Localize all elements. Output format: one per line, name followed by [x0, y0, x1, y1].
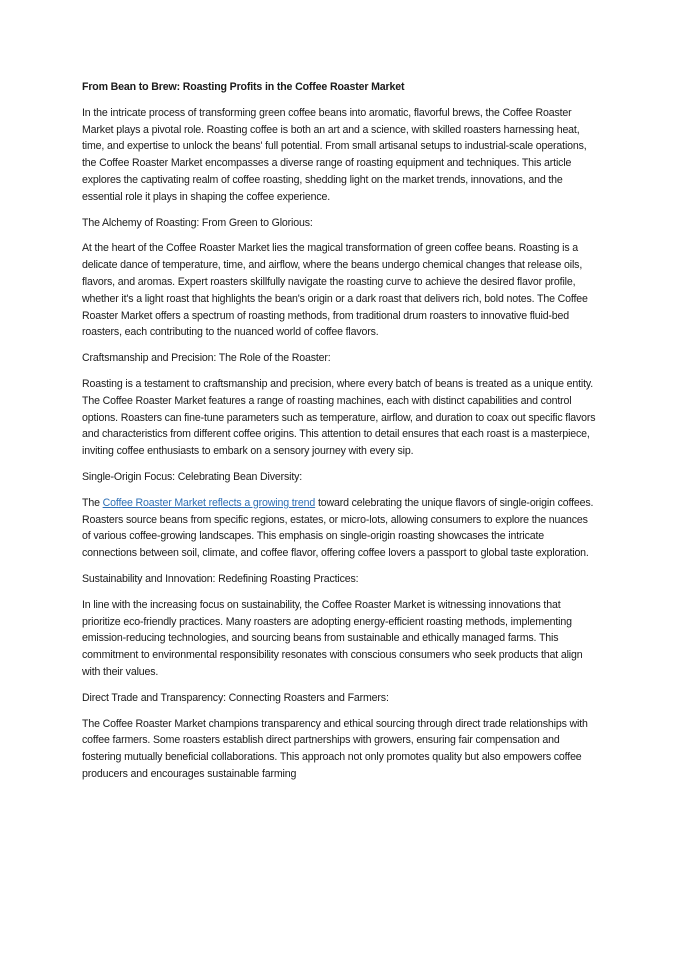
section-heading-alchemy: The Alchemy of Roasting: From Green to Glorious: — [82, 216, 313, 229]
section-body-alchemy: At the heart of the Coffee Roaster Market lies the magical transformation of green coffee beans. Roasting is a delicate dance of temperature, time, and airflow, where the beans undergo chemical changes that release oils, flavors, and aromas. Expert roasters skillfully navigate the roasting curve to achieve the desired flavor profile, whether it's a light roast that highlights the bean's origin or a dark roast that delivers rich, bold notes. The Coffee Roaster Market offers a spectrum of roasting methods, from traditional drum roasters to innovative fluid-bed roasters, each contributing to the nuanced world of coffee flavors. — [82, 242, 588, 339]
section-heading-sustainability: Sustainability and Innovation: Redefining Roasting Practices: — [82, 572, 359, 585]
section-heading-direct-trade: Direct Trade and Transparency: Connecting Roasters and Farmers: — [82, 691, 389, 704]
section-heading-craftsmanship: Craftsmanship and Precision: The Role of the Roaster: — [82, 352, 331, 365]
single-origin-body-suffix: toward celebrating the unique flavors of single-origin coffees. Roasters source beans from specific regions, estates, or micro-lots, allowing consumers to explore the nuances of various coffee-growing landscapes. This emphasis on single-origin roasting showcases the intricate connections between soil, climate, and coffee flavor, offering coffee lovers a passport to global taste exploration. — [82, 496, 594, 560]
document-title: From Bean to Brew: Roasting Profits in the Coffee Roaster Market — [82, 81, 405, 93]
section-heading-single-origin: Single-Origin Focus: Celebrating Bean Diversity: — [82, 470, 303, 483]
intro-paragraph: In the intricate process of transforming green coffee beans into aromatic, flavorful brews, the Coffee Roaster Market plays a pivotal role. Roasting coffee is both an art and a science, with skilled roasters harnessing heat, time, and expertise to unlock the beans' full potential. From small artisanal setups to industrial-scale operations, the Coffee Roaster Market encompasses a diverse range of roasting equipment and techniques. This article explores the captivating realm of coffee roasting, shedding light on the market trends, innovations, and the essential role it plays in shaping the coffee experience. — [82, 106, 587, 203]
section-body-direct-trade: The Coffee Roaster Market champions transparency and ethical sourcing through direct trade relationships with coffee farmers. Some roasters establish direct partnerships with growers, ensuring fair compensation and fostering mutually beneficial collaborations. This approach not only promotes quality but also empowers coffee producers and encourages sustainable farming — [82, 717, 588, 780]
single-origin-body-prefix: The — [82, 496, 103, 509]
section-body-sustainability: In line with the increasing focus on sustainability, the Coffee Roaster Market is witnessing innovations that prioritize eco-friendly practices. Many roasters are adopting energy-efficient roasting methods, implementing emission-reducing technologies, and sourcing beans from sustainable and ethically managed farms. This commitment to environmental responsibility resonates with conscious consumers who seek products that align with their values. — [82, 598, 583, 678]
market-trend-link[interactable]: Coffee Roaster Market reflects a growing trend — [102, 496, 316, 509]
section-body-single-origin — [82, 495, 596, 562]
section-body-craftsmanship: Roasting is a testament to craftsmanship and precision, where every batch of beans is treated as a unique entity. The Coffee Roaster Market features a range of roasting machines, each with distinct capabilities and control options. Roasters can fine-tune parameters such as temperature, airflow, and duration to coax out specific flavors and characteristics from different coffee origins. This attention to detail ensures that each roast is a masterpiece, inviting coffee enthusiasts to embark on a sensory journey with every sip. — [82, 377, 596, 458]
document-body — [82, 79, 596, 792]
